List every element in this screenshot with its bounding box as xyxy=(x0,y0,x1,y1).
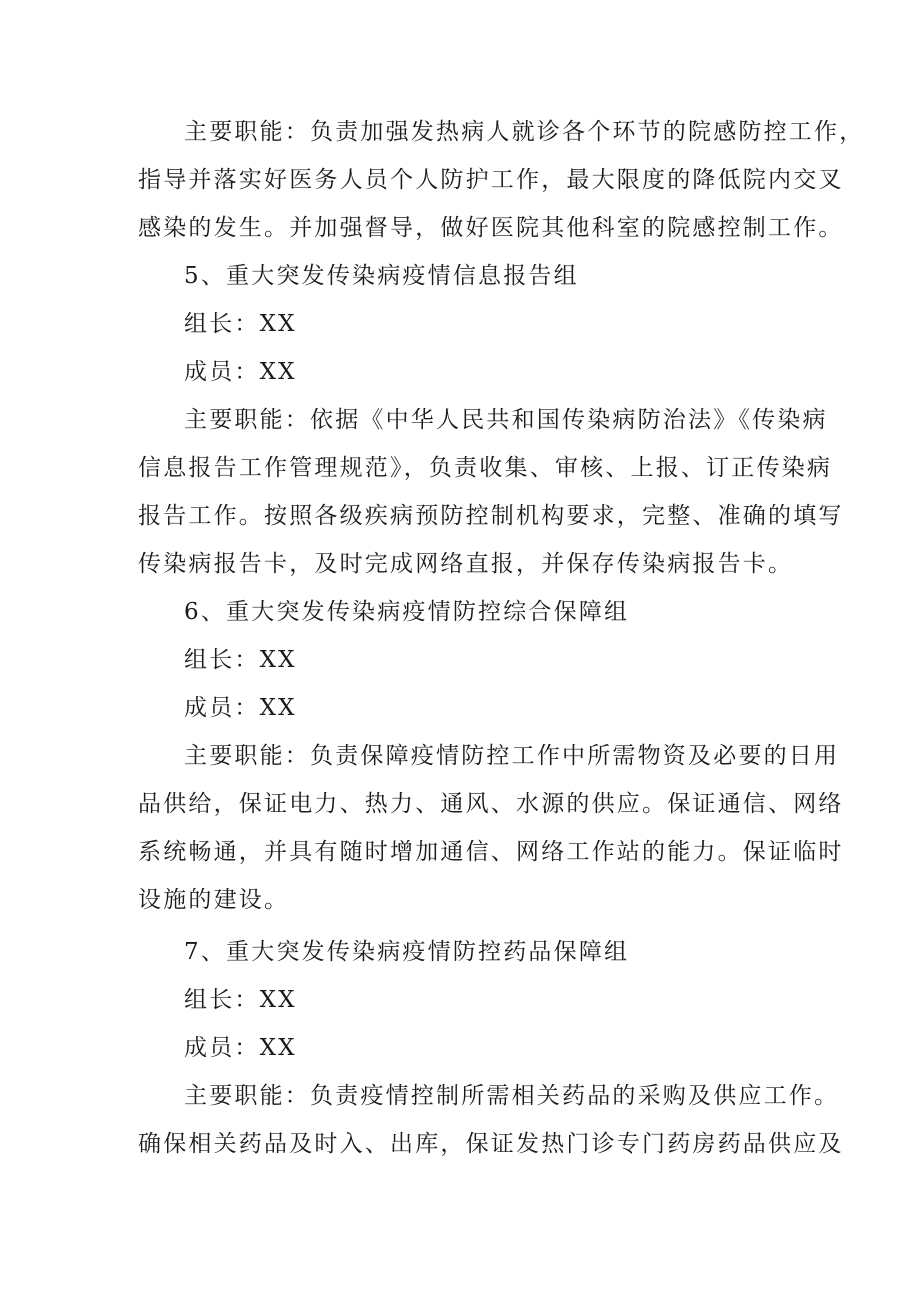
duties-text: 负责疫情控制所需相关药品的采购及供应工作。 xyxy=(310,1083,840,1109)
duties-text: 感染的发生。并加强督导，做好医院其他科室的院感控制工作。 xyxy=(138,215,844,241)
section-heading: 5、重大突发传染病疫情信息报告组 xyxy=(184,263,579,289)
duties-text: 依据《中华人民共和国传染病防治法》《传染病 xyxy=(310,407,828,433)
duties-text: 报告工作。按照各级疾病预防控制机构要求，完整、准确的填写 xyxy=(138,503,844,529)
duties-label: 主要职能： xyxy=(184,119,310,145)
section-heading: 7、重大突发传染病疫情防控药品保障组 xyxy=(184,939,630,965)
duties-label: 主要职能： xyxy=(184,407,310,433)
group-leader: 组长：XX xyxy=(184,987,297,1013)
group-members: 成员：XX xyxy=(184,695,297,721)
group-leader: 组长：XX xyxy=(184,647,297,673)
duties-text: 指导并落实好医务人员个人防护工作，最大限度的降低院内交叉 xyxy=(138,167,844,193)
duties-text: 确保相关药品及时入、出库，保证发热门诊专门药房药品供应及 xyxy=(138,1131,844,1157)
duties-paragraph-line xyxy=(184,116,864,148)
duties-text: 系统畅通，并具有随时增加通信、网络工作站的能力。保证临时 xyxy=(138,839,844,865)
duties-text: 负责保障疫情防控工作中所需物资及必要的日用 xyxy=(310,743,840,769)
group-members: 成员：XX xyxy=(184,1035,297,1061)
group-leader: 组长：XX xyxy=(184,311,297,337)
duties-paragraph-line xyxy=(184,404,828,436)
group-members: 成员：XX xyxy=(184,359,297,385)
duties-text: 品供给，保证电力、热力、通风、水源的供应。保证通信、网络 xyxy=(138,791,844,817)
duties-paragraph-line xyxy=(184,740,839,772)
duties-label: 主要职能： xyxy=(184,1083,310,1109)
duties-text: 信息报告工作管理规范》，负责收集、审核、上报、订正传染病 xyxy=(138,455,833,481)
duties-paragraph-line xyxy=(184,1080,839,1112)
duties-text: 设施的建设。 xyxy=(138,887,290,913)
duties-text: 传染病报告卡，及时完成网络直报，并保存传染病报告卡。 xyxy=(138,551,794,577)
section-heading: 6、重大突发传染病疫情防控综合保障组 xyxy=(184,599,630,625)
duties-text: 负责加强发热病人就诊各个环节的院感防控工作， xyxy=(310,119,865,145)
duties-label: 主要职能： xyxy=(184,743,310,769)
